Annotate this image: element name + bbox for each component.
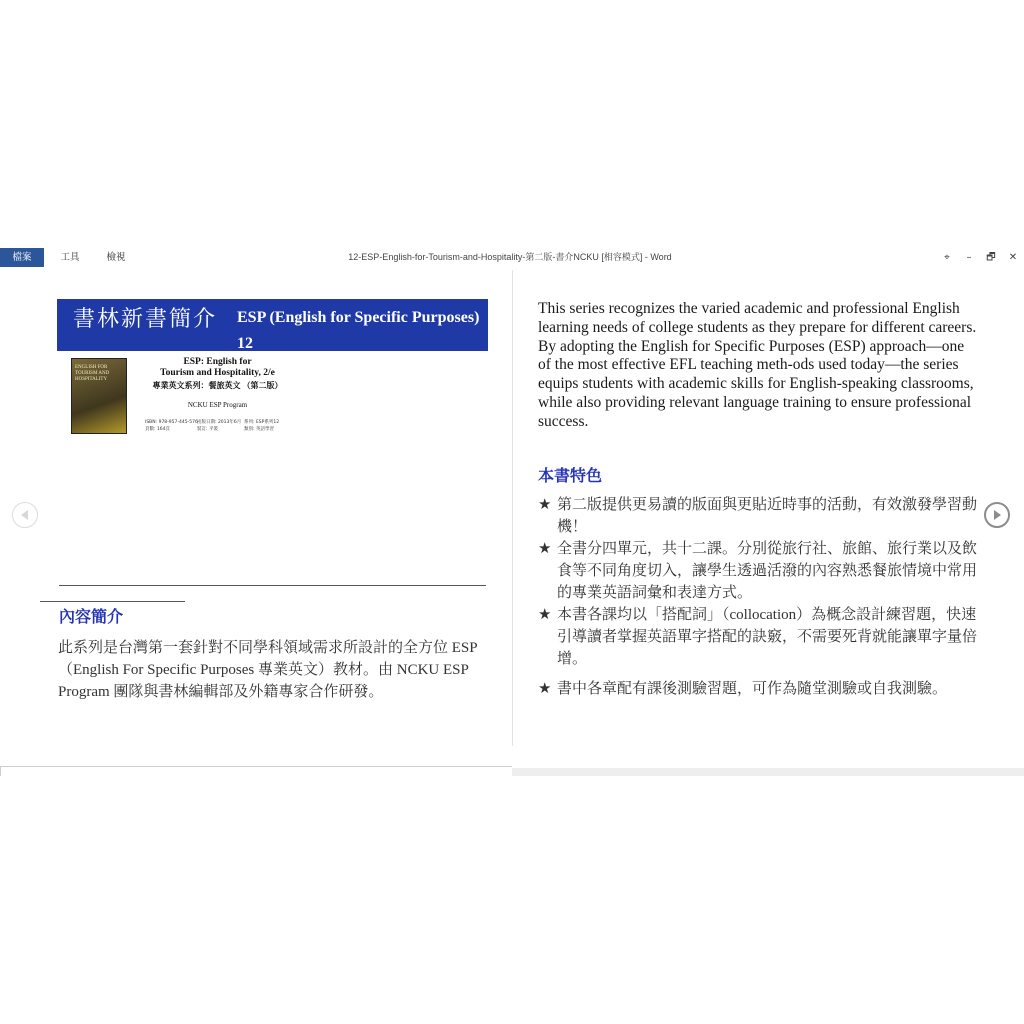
page-bottom-edge xyxy=(0,766,512,767)
banner-chinese-title: 書林新書簡介 xyxy=(73,307,218,332)
feature-text: 書中各章配有課後測驗習題，可作為隨堂測驗或自我測驗。 xyxy=(557,681,948,697)
book-info-title-line2: Tourism and Hospitality, 2/e xyxy=(160,368,275,378)
page-bottom-corner xyxy=(0,766,1,776)
book-meta-date: 出版日期: 2013年6月 xyxy=(197,420,242,425)
feature-text: 第二版提供更易讀的版面與更貼近時事的活動，有效激發學習動機！ xyxy=(557,497,978,535)
feature-item xyxy=(538,678,978,700)
book-meta-isbn: ISBN: 978-957-445-576- xyxy=(145,420,200,425)
cover-title: ENGLISH FOR TOURISM AND HOSPITALITY xyxy=(75,365,110,382)
next-page-button[interactable] xyxy=(984,502,1010,528)
close-button[interactable]: ✕ xyxy=(1008,252,1018,263)
book-meta-series: 系列: ESP系列12 xyxy=(244,420,280,425)
star-icon: ★ xyxy=(538,607,552,623)
content-summary-body: 此系列是台灣第一套針對不同學科領域需求所設計的全方位 ESP（English For Specific Purposes 專業英文）教材。由 NCKU ESP Program 團隊與書林編輯部及外籍專家合作研發。 xyxy=(58,640,478,700)
book-info-subtitle: 專業英文系列：餐旅英文 （第二版） xyxy=(152,381,283,390)
content-summary-heading: 內容簡介 xyxy=(59,607,124,626)
book-info-title xyxy=(135,357,300,379)
feature-item xyxy=(538,604,978,670)
book-meta-col2 xyxy=(197,419,241,433)
feature-text: 全書分四單元，共十二課。分別從旅行社、旅館、旅行業以及飲食等不同角度切入，讓學生透過活潑的內容熟悉餐旅情境中常用的專業英語詞彙和表達方式。 xyxy=(557,541,978,601)
book-banner xyxy=(57,299,488,351)
features-list xyxy=(538,494,978,700)
book-meta-col1 xyxy=(145,419,199,433)
book-info-title-line1: ESP: English for xyxy=(183,357,252,367)
feature-item xyxy=(538,538,978,604)
window-title: 12-ESP-English-for-Tourism-and-Hospitality-第二版-書介NCKU [相容模式] - Word xyxy=(348,252,672,262)
chevron-left-icon xyxy=(13,503,37,527)
section-rule xyxy=(59,585,486,586)
menu-view[interactable]: 檢視 xyxy=(106,252,126,263)
page-divider xyxy=(512,270,513,746)
features-heading: 本書特色 xyxy=(538,466,603,485)
book-meta-binding: 裝訂: 平裝 xyxy=(197,427,218,432)
menu-file[interactable]: 檔案 xyxy=(0,248,44,267)
minimize-button[interactable]: – xyxy=(966,252,972,263)
book-meta-pages: 頁數: 164頁 xyxy=(145,427,171,432)
book-cover-image xyxy=(71,358,127,434)
page-bottom-shadow xyxy=(512,768,1024,776)
previous-page-button[interactable] xyxy=(12,502,38,528)
book-info-program: NCKU ESP Program xyxy=(187,401,248,409)
chevron-right-icon xyxy=(986,504,1008,526)
feature-text: 本書各課均以「搭配詞」（collocation）為概念設計練習題，快速引導讀者掌握英語單字搭配的訣竅，不需要死背就能讓單字量倍增。 xyxy=(557,607,978,667)
book-meta-col3 xyxy=(244,419,279,433)
star-icon: ★ xyxy=(538,497,552,513)
book-meta-category: 類別: 英語學習 xyxy=(244,427,274,432)
star-icon: ★ xyxy=(538,681,552,697)
banner-english-title: ESP (English for Specific Purposes) 12 xyxy=(237,309,480,352)
title-bar xyxy=(0,248,1024,267)
menu-tools[interactable]: 工具 xyxy=(60,252,80,263)
focus-mode-icon[interactable]: ⌖ xyxy=(944,252,950,263)
restore-button[interactable]: 🗗 xyxy=(986,252,996,263)
feature-item xyxy=(538,494,978,538)
heading-rule xyxy=(40,601,185,602)
star-icon: ★ xyxy=(538,541,552,557)
series-intro-paragraph: This series recognizes the varied academic and professional English learning needs of college students as they prepare for different careers. By adopting the English for Specific Purposes (ESP) approach—one of the most effective EFL teaching meth-ods used today—the series equips students with academic skills for English-speaking classrooms, while also providing relevant language training to ensure professional success. xyxy=(538,300,977,430)
